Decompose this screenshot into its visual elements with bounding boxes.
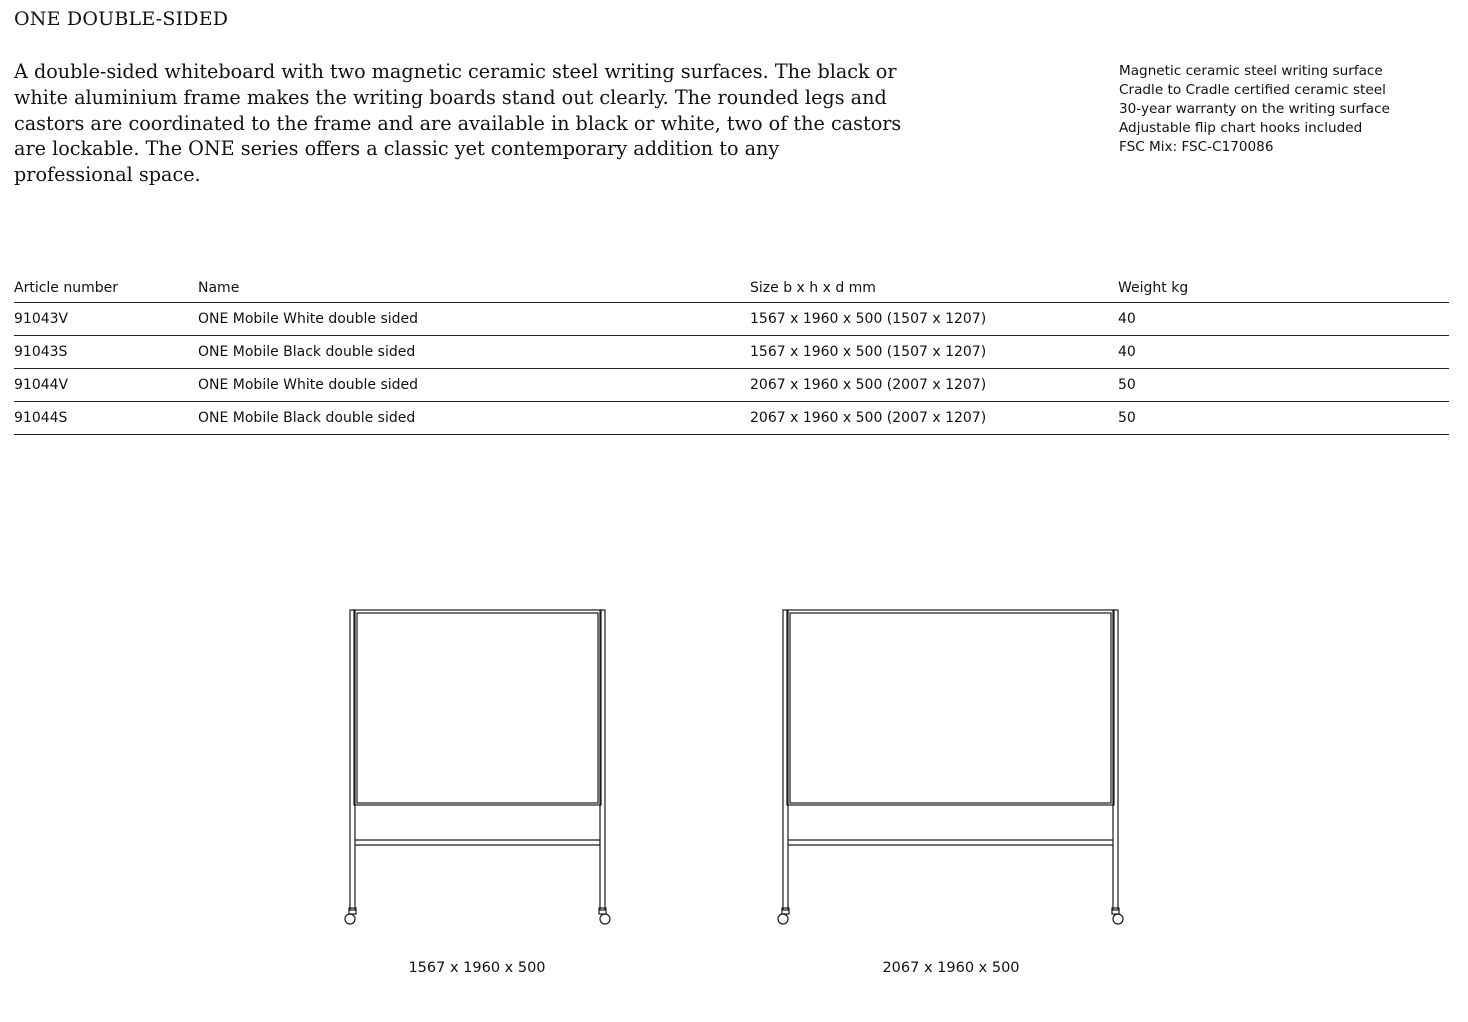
table-row — [14, 303, 1449, 336]
table-row — [14, 369, 1449, 402]
feature-list — [1119, 62, 1390, 157]
whiteboard-large-drawing — [773, 605, 1133, 930]
cell-weight: 40 — [1118, 303, 1449, 336]
board-surface — [357, 613, 598, 803]
cell-article-number: 91044S — [14, 402, 198, 435]
feature-item: Magnetic ceramic steel writing surface — [1119, 63, 1383, 79]
page-title: ONE DOUBLE-SIDED — [14, 8, 229, 30]
left-castor — [778, 914, 788, 924]
drawing-caption-small: 1567 x 1960 x 500 — [408, 960, 546, 976]
table-header-row — [14, 274, 1449, 303]
cell-name: ONE Mobile White double sided — [198, 369, 750, 402]
feature-item: FSC Mix: FSC-C170086 — [1119, 139, 1274, 155]
cell-name: ONE Mobile Black double sided — [198, 336, 750, 369]
header-article-number: Article number — [14, 274, 198, 303]
board-frame — [354, 610, 601, 805]
cell-size: 1567 x 1960 x 500 (1507 x 1207) — [750, 303, 1118, 336]
cell-size: 2067 x 1960 x 500 (2007 x 1207) — [750, 369, 1118, 402]
cell-article-number: 91044V — [14, 369, 198, 402]
cell-article-number: 91043V — [14, 303, 198, 336]
cell-size: 2067 x 1960 x 500 (2007 x 1207) — [750, 402, 1118, 435]
table-row — [14, 336, 1449, 369]
table-row — [14, 402, 1449, 435]
right-castor — [1113, 914, 1123, 924]
cell-weight: 50 — [1118, 402, 1449, 435]
header-weight: Weight kg — [1118, 274, 1449, 303]
cell-name: ONE Mobile White double sided — [198, 303, 750, 336]
product-description: A double-sided whiteboard with two magnetic ceramic steel writing surfaces. The black or white aluminium frame makes the writing boards stand out clearly. The rounded legs and castors are coordinated to the frame and are available in black or white, two of the castors are lockable. The ONE series offers a classic yet contemporary addition to any professional space. — [14, 60, 902, 187]
cell-size: 1567 x 1960 x 500 (1507 x 1207) — [750, 336, 1118, 369]
header-size: Size b x h x d mm — [750, 274, 1118, 303]
feature-item: 30-year warranty on the writing surface — [1119, 101, 1390, 117]
right-castor — [600, 914, 610, 924]
feature-item: Adjustable flip chart hooks included — [1119, 120, 1363, 136]
whiteboard-small-drawing — [340, 605, 620, 930]
cell-weight: 40 — [1118, 336, 1449, 369]
spec-table — [14, 274, 1449, 435]
feature-item: Cradle to Cradle certified ceramic steel — [1119, 82, 1386, 98]
left-castor — [345, 914, 355, 924]
cell-weight: 50 — [1118, 369, 1449, 402]
header-name: Name — [198, 274, 750, 303]
cell-name: ONE Mobile Black double sided — [198, 402, 750, 435]
board-frame — [787, 610, 1114, 805]
board-surface — [790, 613, 1111, 803]
drawing-caption-large: 2067 x 1960 x 500 — [882, 960, 1020, 976]
cell-article-number: 91043S — [14, 336, 198, 369]
